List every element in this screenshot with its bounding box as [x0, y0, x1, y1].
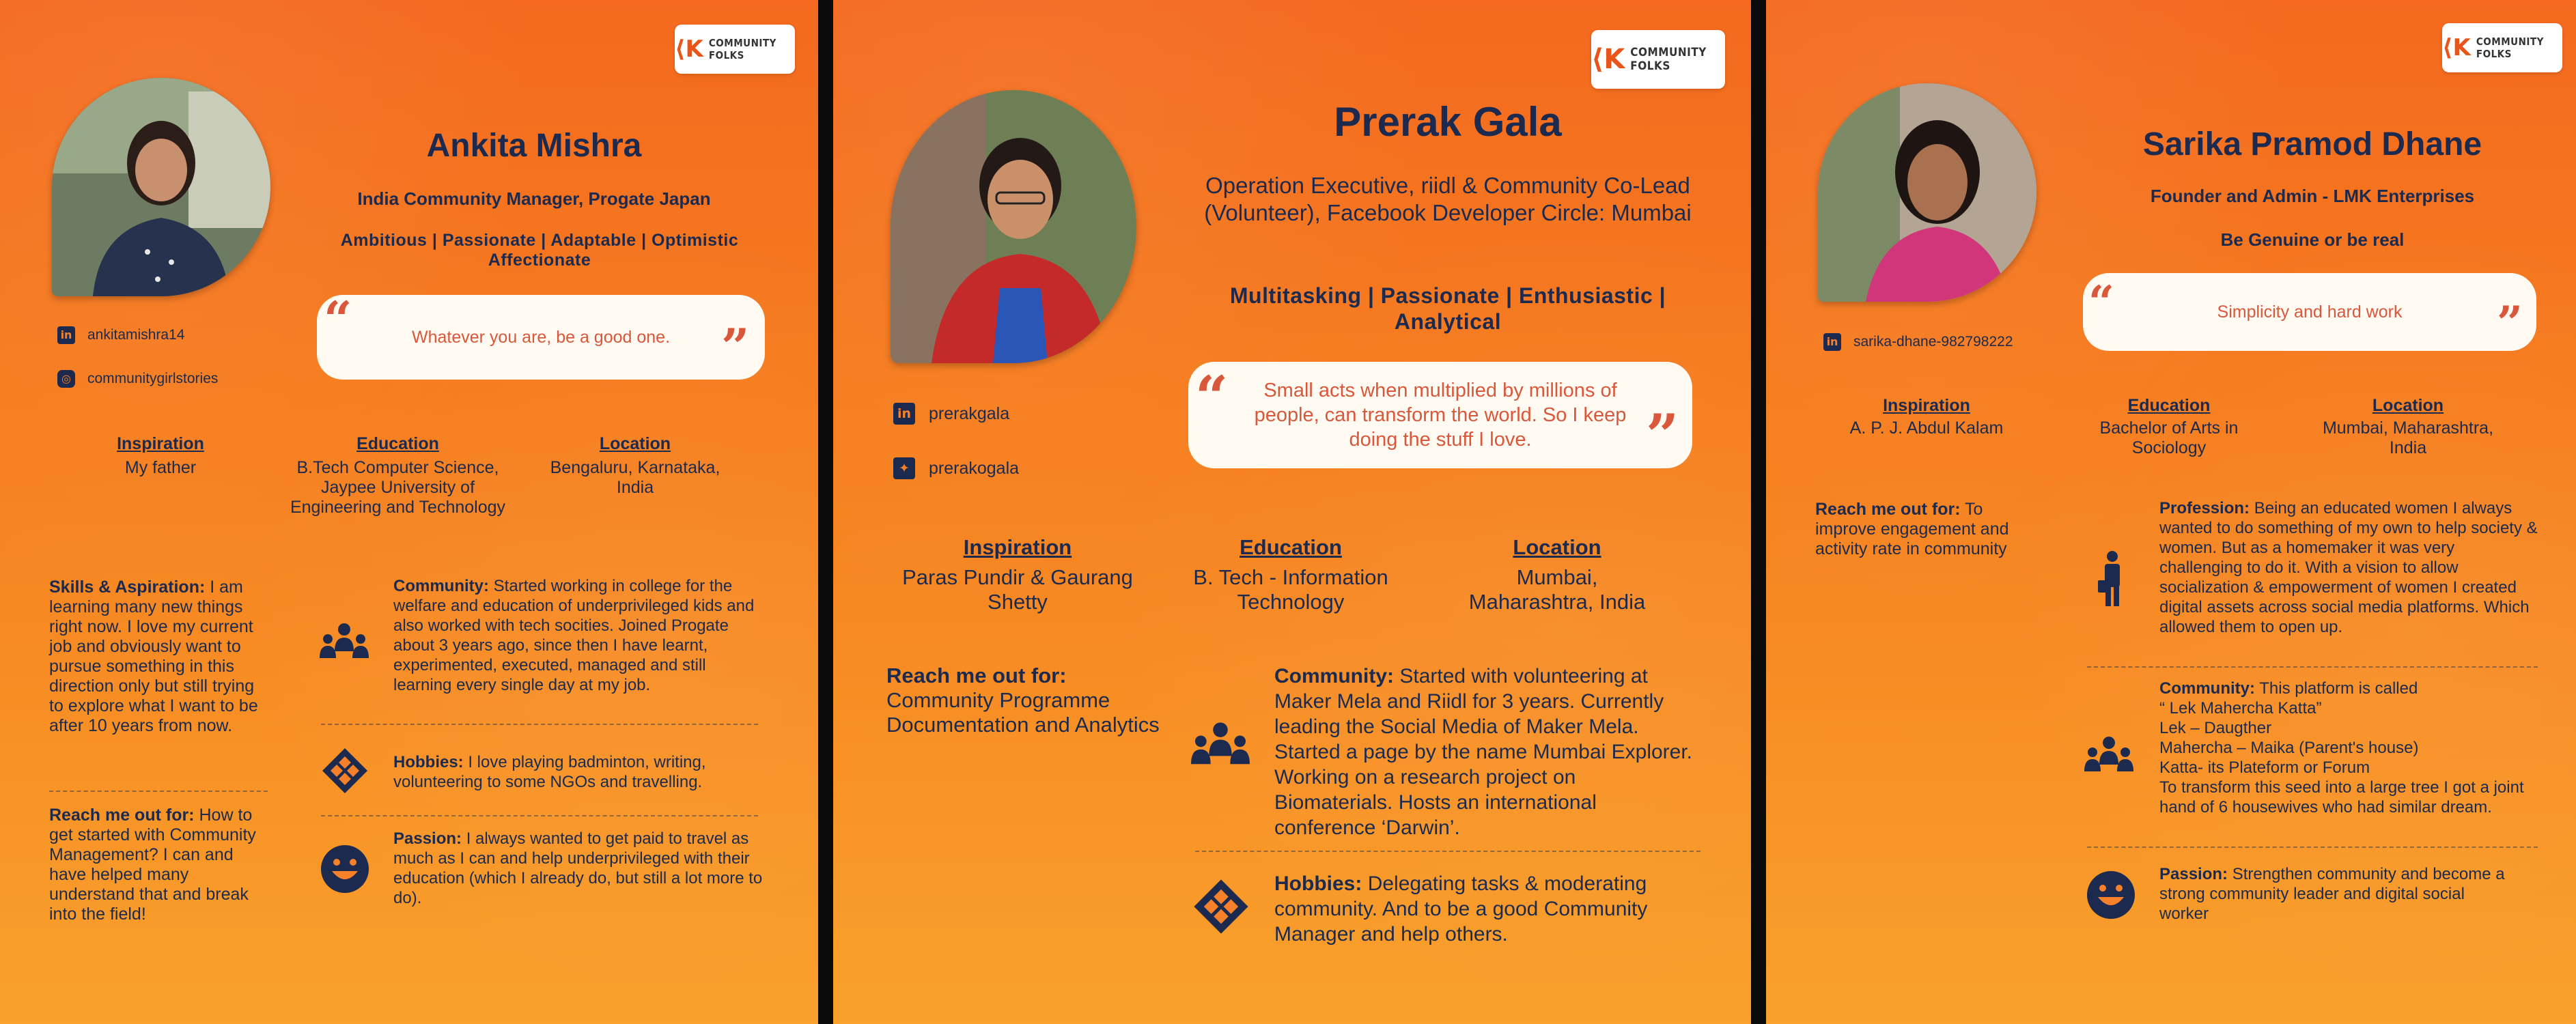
social-linkedin[interactable] — [893, 403, 1009, 425]
profession-text: Being an educated women I always wanted to do something of my own to help society & women. But as a homemaker it was very challenging to do it. With a vision to allow socialization & empowerment of women I created digital assets across social media platforms. Which allowed them to open up. — [2159, 499, 2538, 636]
community-line: Mahercha – Maika (Parent's house) — [2159, 739, 2419, 757]
passion-paragraph — [2159, 864, 2515, 924]
social-handle: communitygirlstories — [87, 371, 219, 386]
inspiration-value: Paras Pundir & Gaurang Shetty — [902, 565, 1133, 614]
reach-paragraph — [49, 806, 268, 924]
passion-text: Strengthen community and become a strong community leader and digital social worker — [2159, 865, 2505, 923]
profile-name: Ankita Mishra — [426, 128, 642, 164]
close-quote-icon: ” — [721, 317, 750, 375]
reach-label: Reach me out for: — [886, 664, 1067, 687]
passion-text: I always wanted to get paid to travel as much as I can and help underprivileged with their education (which I already do, but still a lot more to do). — [393, 829, 763, 907]
social-linkedin[interactable] — [1823, 333, 2013, 351]
inspiration-heading: Inspiration — [117, 434, 204, 453]
inspiration-column — [888, 535, 1147, 614]
education-column — [1161, 535, 1420, 614]
reach-text: Community Programme Documentation and Analytics — [886, 688, 1160, 737]
linkedin-icon: in — [893, 403, 915, 425]
inspiration-value: A. P. J. Abdul Kalam — [1849, 418, 2004, 438]
quote-text: Small acts when multiplied by millions of people, can transform the world. So I keep doing the stuff I love. — [1254, 380, 1627, 451]
profile-card-sarika — [1766, 0, 2576, 1024]
community-line: Lek – Daugther — [2159, 719, 2272, 737]
inspiration-heading: Inspiration — [1883, 396, 1970, 415]
profile-photo — [52, 78, 270, 296]
reach-label: Reach me out for: — [1815, 500, 1961, 519]
skills-text: I am learning many new things right now. I love my current job and obviously want to pursue something in this direction only but still trying to explore what I want to be after 10 years from now. — [49, 578, 258, 735]
instagram-icon: ◎ — [57, 370, 75, 388]
community-icon — [320, 621, 369, 668]
profile-quote — [2083, 273, 2536, 351]
linkedin-icon: in — [1823, 333, 1841, 351]
skills-label: Skills & Aspiration: — [49, 578, 206, 597]
profile-traits: Ambitious | Passionate | Adaptable | Optimistic Affectionate — [340, 231, 739, 270]
profession-label: Profession: — [2159, 499, 2250, 517]
open-quote-icon: “ — [2088, 276, 2114, 329]
passion-paragraph — [393, 829, 766, 908]
profile-title: India Community Manager, Progate Japan — [357, 188, 711, 209]
community-label: Community: — [1274, 665, 1394, 687]
community-line: To transform this seed into a large tree I got a joint hand of 6 housewives who had similar dream. — [2159, 778, 2524, 816]
education-value: B.Tech Computer Science, Jaypee University of Engineering and Technology — [290, 458, 506, 517]
education-value: B. Tech - Information Technology — [1193, 565, 1388, 614]
inspiration-value: My father — [124, 458, 197, 477]
education-heading: Education — [356, 434, 439, 453]
education-column — [2067, 396, 2271, 458]
reach-label: Reach me out for: — [49, 806, 195, 825]
hobbies-paragraph — [393, 752, 762, 792]
passion-label: Passion: — [393, 829, 462, 848]
profile-name: Sarika Pramod Dhane — [2142, 126, 2482, 162]
community-label: Community: — [2159, 679, 2255, 698]
divider — [2087, 847, 2538, 848]
location-heading: Location — [599, 434, 671, 453]
linkedin-icon: in — [57, 326, 75, 344]
divider — [49, 791, 268, 792]
divider — [321, 724, 758, 725]
social-linkedin[interactable] — [57, 326, 184, 344]
social-instagram[interactable] — [57, 370, 218, 388]
community-folks-logo: ⟨K COMMUNITY FOLKS — [675, 25, 795, 74]
close-quote-icon: ” — [1646, 401, 1679, 469]
profile-card-ankita — [0, 0, 818, 1024]
profile-photo — [891, 90, 1136, 363]
social-handle: sarika-dhane-982798222 — [1853, 334, 2013, 350]
social-handle: prerakgala — [929, 403, 1010, 423]
logo-mark-icon: ⟨K — [2442, 34, 2471, 61]
professional-person-icon — [2098, 550, 2127, 610]
open-quote-icon: “ — [1195, 363, 1229, 431]
logo-mark-icon: ⟨K — [675, 35, 703, 63]
profile-card-prerak — [833, 0, 1751, 1024]
hobbies-text: I love playing badminton, writing, volunteering to some NGOs and travelling. — [393, 753, 706, 791]
location-value: Bengaluru, Karnataka, India — [550, 458, 720, 497]
profile-traits: Multitasking | Passionate | Enthusiastic | Analytical — [1229, 283, 1666, 334]
open-quote-icon: “ — [324, 290, 352, 348]
location-heading: Location — [2372, 396, 2444, 415]
profession-paragraph — [2159, 498, 2538, 637]
profile-quote — [1188, 362, 1692, 468]
community-text: Started with volunteering at Maker Mela and Riidl for 3 years. Currently leading the Social Media of Maker Mela. Started a page by the name Mumbai Explorer. Working on a research project on Biomaterials. Hosts an international conference ‘Darwin’. — [1274, 665, 1693, 839]
hobbies-text: Delegating tasks & moderating community. And to be a good Community Manager and help others. — [1274, 872, 1648, 945]
hobbies-paragraph — [1274, 871, 1698, 947]
skills-paragraph — [49, 578, 268, 736]
profile-photo — [1818, 83, 2036, 302]
hobbies-icon — [1192, 878, 1250, 939]
divider — [1195, 851, 1700, 852]
community-folks-logo: ⟨K COMMUNITY FOLKS — [1591, 30, 1725, 89]
community-paragraph — [393, 576, 762, 695]
location-column — [2306, 396, 2510, 458]
reach-paragraph — [1815, 500, 2027, 559]
profile-traits: Be Genuine or be real — [2220, 229, 2405, 250]
quote-text: Simplicity and hard work — [2217, 302, 2403, 322]
inspiration-heading: Inspiration — [963, 535, 1072, 559]
community-folks-logo: ⟨K COMMUNITY FOLKS — [2442, 23, 2562, 72]
passion-label: Passion: — [2159, 865, 2228, 883]
reach-text: To improve engagement and activity rate in community — [1815, 500, 2009, 558]
education-heading: Education — [2127, 396, 2211, 415]
education-value: Bachelor of Arts in Sociology — [2099, 418, 2239, 457]
profile-name: Prerak Gala — [1334, 99, 1562, 145]
community-line: This platform is called — [2259, 679, 2418, 698]
community-icon — [1191, 720, 1250, 776]
profile-quote — [317, 290, 765, 380]
reach-paragraph — [886, 664, 1160, 737]
hobbies-icon — [321, 747, 369, 798]
twitter-icon: ✦ — [893, 457, 915, 479]
logo-mark-icon: ⟨K — [1591, 44, 1625, 75]
quote-text: Whatever you are, be a good one. — [411, 327, 671, 347]
location-value: Mumbai, Maharashtra, India — [1468, 565, 1646, 614]
inspiration-column — [61, 434, 260, 478]
community-line: Katta- its Plateform or Forum — [2159, 758, 2370, 777]
smiley-icon — [2086, 870, 2136, 924]
community-paragraph — [2159, 679, 2542, 817]
hobbies-label: Hobbies: — [1274, 872, 1362, 895]
community-label: Community: — [393, 577, 489, 595]
reach-text: How to get started with Community Management? I can and have helped many understand that and break into the field! — [49, 806, 256, 924]
close-quote-icon: ” — [2497, 296, 2523, 350]
social-handle: ankitamishra14 — [87, 327, 185, 343]
location-value: Mumbai, Maharashtra, India — [2322, 418, 2494, 457]
social-handle: prerakogala — [929, 458, 1020, 478]
community-line: “ Lek Mahercha Katta” — [2159, 699, 2322, 717]
social-twitter[interactable] — [893, 457, 1019, 479]
education-column — [280, 434, 516, 517]
hobbies-label: Hobbies: — [393, 753, 464, 771]
profile-title: Operation Executive, riidl & Community Co-Lead (Volunteer), Facebook Developer Circle: Mumbai — [1204, 173, 1692, 225]
location-column — [533, 434, 738, 498]
community-icon — [2084, 735, 2133, 782]
inspiration-column — [1814, 396, 2039, 438]
smiley-icon — [320, 844, 370, 898]
location-heading: Location — [1513, 535, 1601, 559]
community-text: Started working in college for the welfare and education of underprivileged kids and also worked with tech socities. Joined Progate about 3 years ago, since then I have learnt, experimented, executed, managed and still learning every single day at my job. — [393, 577, 755, 694]
community-paragraph — [1274, 664, 1698, 840]
profile-title: Founder and Admin - LMK Enterprises — [2150, 186, 2475, 206]
divider — [2087, 666, 2538, 668]
divider — [321, 815, 758, 816]
location-column — [1427, 535, 1687, 614]
education-heading: Education — [1240, 535, 1342, 559]
